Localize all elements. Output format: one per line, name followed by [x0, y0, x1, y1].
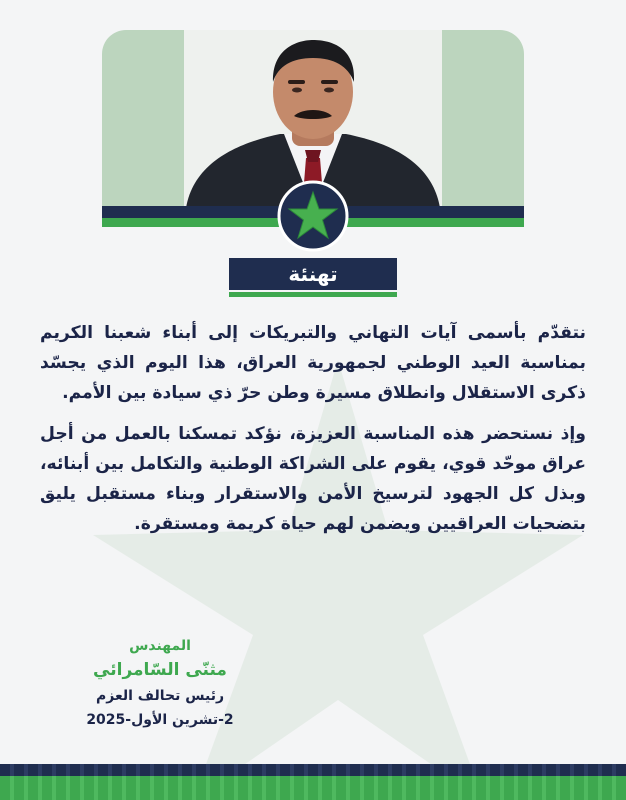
signature-date: 2-تشرين الأول-2025 — [86, 712, 234, 728]
message-paragraph: نتقدّم بأسمى آيات التهاني والتبريكات إلى أبناء شعبنا الكريم بمناسبة العيد الوطني لجمهورية العراق، هذا اليوم الذي يجسّد ذكرى الاستقلال وانطلاق مسيرة وطن حرّ ذي سيادة بين الأمم. — [40, 323, 586, 403]
green-star-icon — [277, 180, 349, 252]
footer-band-navy — [0, 764, 626, 776]
signature-block — [70, 636, 250, 732]
page-title: تهنئة — [229, 258, 397, 290]
message-paragraph: وإذ نستحضر هذه المناسبة العزيزة، نؤكد تمسكنا بالعمل من أجل عراق موحّد قوي، يقوم على الشراكة الوطنية والتكامل بين أبنائه، وبذل كل الجهود لترسيخ الأمن والاستقرار وبناء مستقبل يليق بتضحيات العراقيين ويضمن لهم حياة كريمة ومستقرة. — [40, 424, 586, 534]
signature-role: رئيس تحالف العزم — [95, 688, 225, 704]
signature-title: المهندس — [129, 638, 191, 654]
title-underline — [229, 292, 397, 297]
footer-band-green — [0, 776, 626, 800]
signature-name: مثنّى السّامرائي — [93, 660, 227, 680]
message-body — [40, 318, 586, 539]
